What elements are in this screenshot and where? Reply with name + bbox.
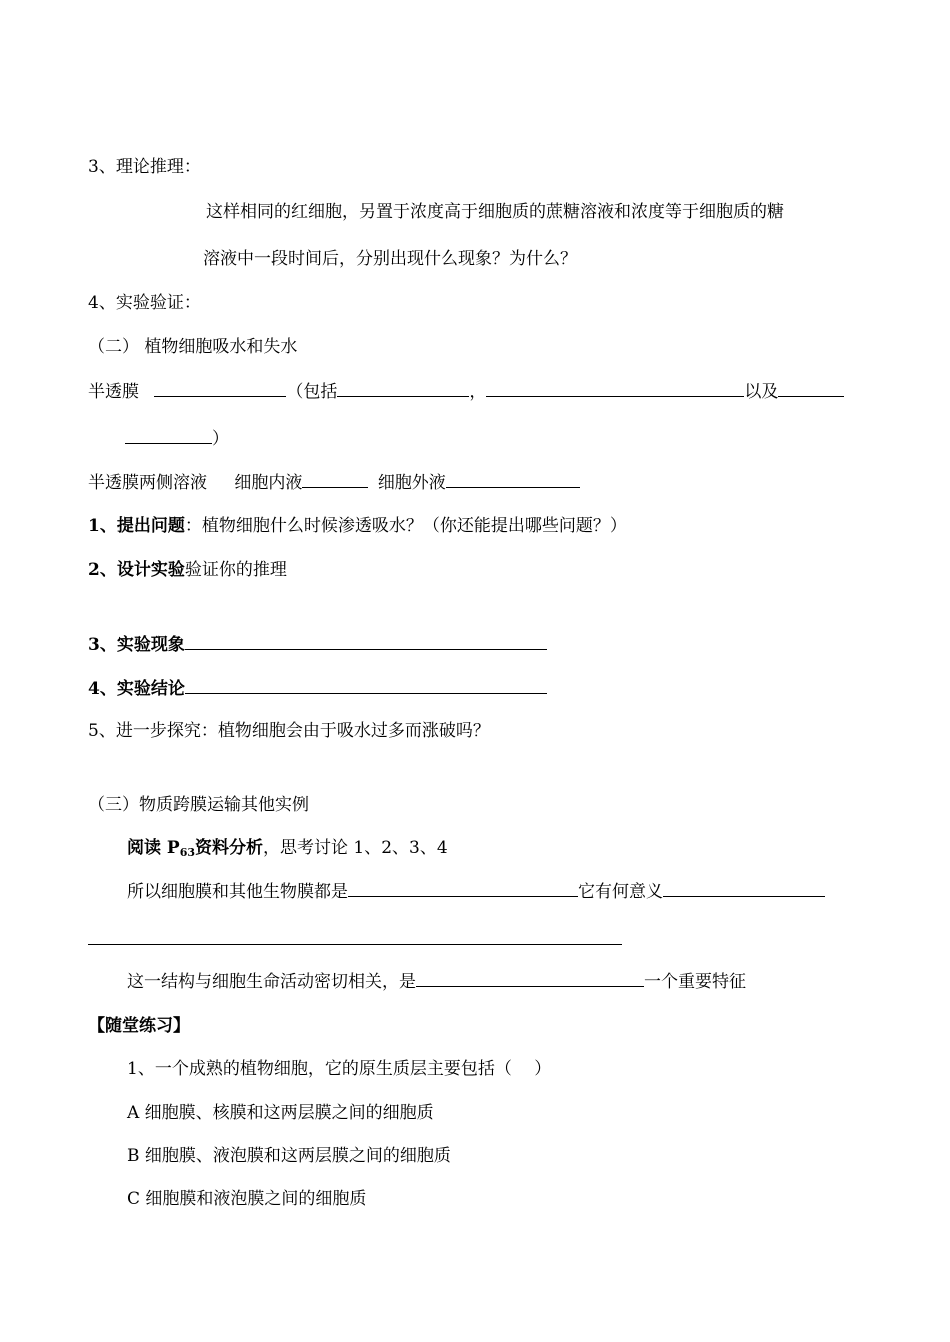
membrane-property-blank[interactable] [348,880,578,897]
part-3-heading: （三）物质跨膜运输其他实例 [88,795,309,815]
question-2-label: 2、设计实验 [88,560,185,580]
membrane-summary-line [127,880,825,903]
exercise-1-option-c[interactable]: C 细胞膜和液泡膜之间的细胞质 [127,1189,367,1209]
reading-text: ，思考讨论 1、2、3、4 [263,838,448,858]
membrane-comma: ， [469,382,487,402]
section-3-paragraph-line1: 这样相同的红细胞，另置于浓度高于细胞质的蔗糖溶液和浓度等于细胞质的糖 [206,202,784,222]
outer-solution-blank[interactable] [446,471,580,488]
question-4-label: 4、实验结论 [88,679,185,699]
conclusion-blank[interactable] [185,677,547,694]
exercise-1-option-b[interactable]: B 细胞膜、液泡膜和这两层膜之间的细胞质 [127,1146,451,1166]
question-3 [88,633,547,656]
membrane-line [88,380,844,403]
significance-blank[interactable] [663,880,825,897]
reading-label: 阅读 P [127,838,180,858]
reading-instruction [127,837,448,859]
membrane-blank[interactable] [154,380,286,397]
part-2-heading: （二） 植物细胞吸水和失水 [88,337,298,357]
question-4 [88,677,547,700]
section-3-paragraph-line2: 溶液中一段时间后，分别出现什么现象？为什么？ [203,249,577,269]
solutions-label: 半透膜两侧溶液 [88,473,207,493]
membrane-line-continued [125,427,229,450]
question-2 [88,559,287,581]
phenomenon-blank[interactable] [185,633,547,650]
membrane-and: 以及 [744,382,779,402]
question-3-label: 3、实验现象 [88,635,185,655]
question-1 [88,515,627,537]
question-5: 5、进一步探究：植物细胞会由于吸水过多而涨破吗？ [88,721,490,741]
inner-solution-blank[interactable] [302,471,368,488]
question-1-label: 1、提出问题 [88,516,185,536]
membrane-component-blank-3[interactable] [778,380,844,397]
membrane-close-paren: ） [212,429,229,449]
structure-prefix: 这一结构与细胞生命活动密切相关，是 [127,972,416,992]
membrane-summary-mid: 它有何意义 [578,882,663,902]
significance-blank-continued[interactable] [88,944,622,945]
exercise-1-option-a[interactable]: A 细胞膜、核膜和这两层膜之间的细胞质 [127,1103,434,1123]
reading-page-number: 63 [179,846,196,859]
membrane-component-blank-3-cont[interactable] [125,427,212,444]
feature-blank[interactable] [416,970,644,987]
question-1-text: ：植物细胞什么时候渗透吸水？（你还能提出哪些问题？） [184,516,627,536]
inner-solution-label: 细胞内液 [234,473,303,493]
outer-solution-label: 细胞外液 [377,473,446,493]
structure-suffix: 一个重要特征 [644,972,746,992]
reading-material-label: 资料分析 [195,838,264,858]
exercise-1-question: 1、一个成熟的植物细胞，它的原生质层主要包括（ ） [127,1059,552,1079]
section-4-heading: 4、实验验证： [88,293,201,313]
solutions-line [88,471,580,494]
membrane-summary-prefix: 所以细胞膜和其他生物膜都是 [127,882,348,902]
membrane-open-paren: （包括 [286,382,338,402]
question-2-text: 验证你的推理 [184,560,287,580]
membrane-component-blank-1[interactable] [337,380,469,397]
practice-heading: 【随堂练习】 [88,1016,190,1036]
membrane-component-blank-2[interactable] [486,380,744,397]
membrane-label: 半透膜 [88,382,139,402]
section-3-heading: 3、理论推理： [88,157,201,177]
structure-line [127,970,746,993]
